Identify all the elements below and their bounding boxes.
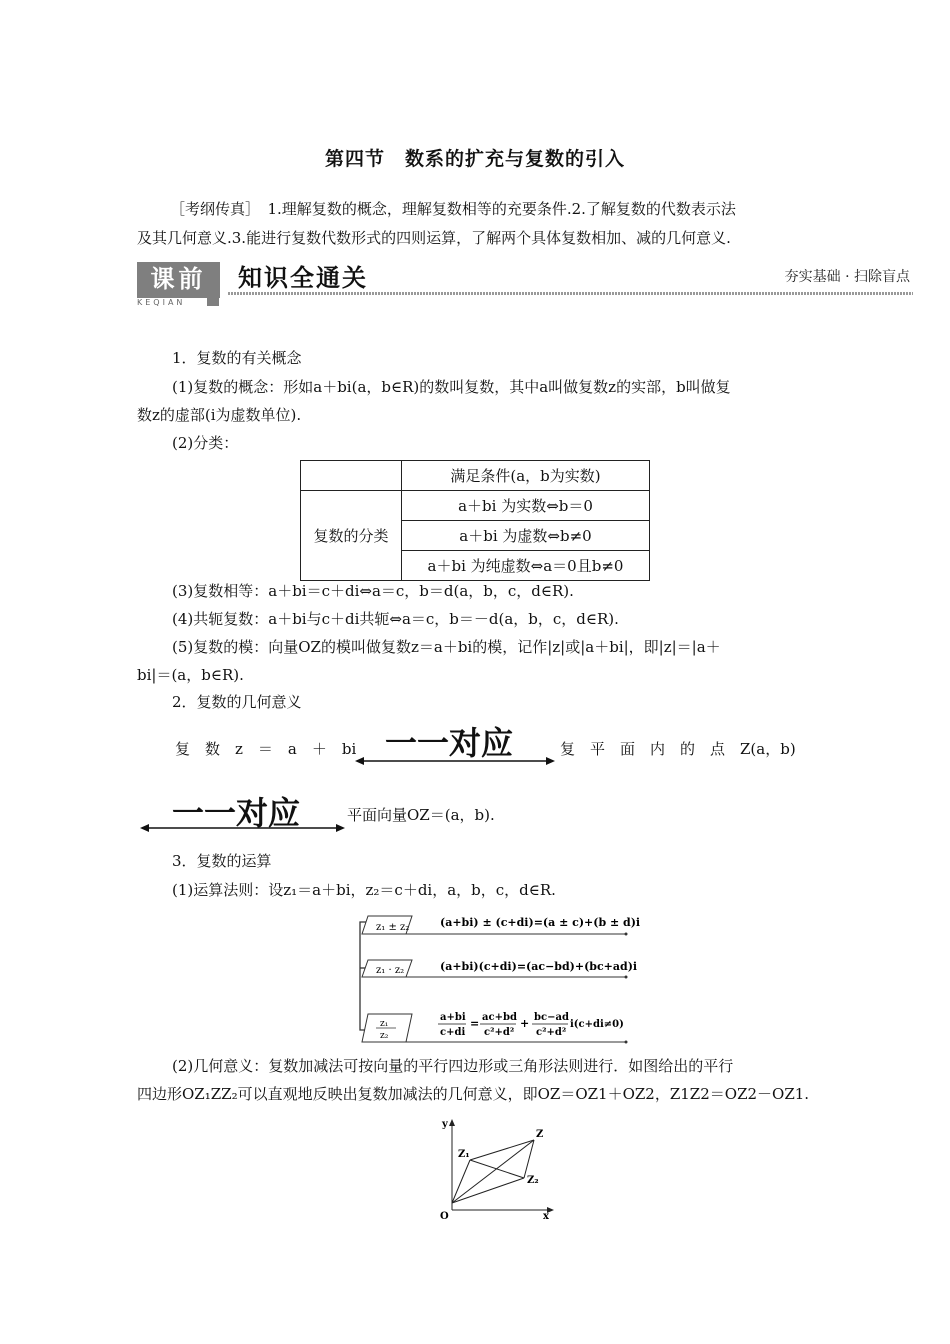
rule-div-tail: i(c+di≠0) — [570, 1019, 624, 1030]
s1-p1-line1: (1)复数的概念：形如a＋bi(a，b∈R)的数叫复数，其中a叫做复数z的实部，b叫做复 — [172, 378, 731, 396]
rule-div-f1-den: c+di — [440, 1027, 466, 1038]
page-title: 第四节 数系的扩充与复数的引入 — [324, 148, 625, 170]
banner-box: 课前 — [137, 262, 220, 298]
arrow-label: 一一对应 — [172, 794, 301, 832]
s2-heading: 2．复数的几何意义 — [172, 693, 302, 711]
table-cell: a＋bi 为纯虚数⇔a＝0且b≠0 — [402, 551, 650, 581]
rule-div-f2-num: ac+bd — [482, 1012, 517, 1023]
axis-x-label: x — [543, 1211, 549, 1220]
s1-heading: 1．复数的有关概念 — [172, 349, 302, 367]
syllabus-line-1: ［考纲传真］ 1.理解复数的概念，理解复数相等的充要条件.2.了解复数的代数表示法 — [170, 200, 736, 218]
rule-div-f1-num: a+bi — [440, 1012, 466, 1023]
rule-div-f3-den: c²+d² — [536, 1027, 567, 1038]
correspondence-arrow-1 — [355, 718, 555, 768]
operation-rules-diagram — [350, 910, 640, 1050]
rule-div-den: z₂ — [380, 1031, 389, 1041]
table-header: 满足条件(a，b为实数) — [402, 461, 650, 491]
banner-title: 知识全通关 — [238, 264, 368, 292]
rule-div-f3-num: bc−ad — [534, 1012, 569, 1023]
point-z2-label: Z₂ — [527, 1175, 539, 1186]
table-corner — [301, 461, 402, 491]
rule-add-formula: (a+bi) ± (c+di)=(a ± c)+(b ± d)i — [440, 916, 640, 929]
rule-div-plus: + — [520, 1017, 530, 1030]
point-z1-label: Z₁ — [458, 1149, 470, 1160]
s2-left: 复 数 z ＝ a ＋ bi — [175, 740, 357, 758]
s3-heading: 3．复数的运算 — [172, 852, 272, 870]
s1-p3: (3)复数相等：a＋bi＝c＋di⇔a＝c，b＝d(a，b，c，d∈R). — [172, 582, 574, 600]
rule-mul-label: z₁ · z₂ — [376, 965, 405, 976]
s1-p5-line1: (5)复数的模：向量OZ的模叫做复数z＝a＋bi的模，记作|z|或|a＋bi|，即|z|＝|a＋ — [172, 638, 721, 656]
banner-slogan: 夯实基础 · 扫除盲点 — [784, 269, 910, 285]
banner-divider — [228, 292, 913, 295]
s2-tail: 平面向量OZ＝(a，b). — [347, 806, 495, 824]
rule-add-label: z₁ ± z₂ — [376, 922, 410, 933]
axis-y-label: y — [442, 1119, 448, 1130]
syllabus-line-2: 及其几何意义.3.能进行复数代数形式的四则运算，了解两个具体复数相加、减的几何意义. — [137, 229, 731, 247]
s1-p2: (2)分类： — [172, 434, 239, 452]
s1-p1-line2: 数z的虚部(i为虚数单位). — [137, 406, 302, 424]
rule-mul-formula: (a+bi)(c+di)=(ac−bd)+(bc+ad)i — [440, 960, 638, 973]
banner-tab — [207, 278, 219, 306]
rule-div-f2-den: c²+d² — [484, 1027, 515, 1038]
s1-p4: (4)共轭复数：a＋bi与c＋di共轭⇔a＝c，b＝－d(a，b，c，d∈R). — [172, 610, 619, 628]
s3-p1: (1)运算法则：设z₁＝a＋bi，z₂＝c＋di，a，b，c，d∈R. — [172, 881, 556, 899]
classification-table — [300, 460, 650, 581]
parallelogram-figure — [430, 1115, 560, 1220]
rule-div-eq: = — [470, 1017, 480, 1030]
origin-label: O — [440, 1211, 449, 1220]
s3-p2-line1: (2)几何意义：复数加减法可按向量的平行四边形或三角形法则进行．如图给出的平行 — [172, 1057, 734, 1075]
table-row-label: 复数的分类 — [301, 491, 402, 581]
double-arrow-icon — [140, 788, 345, 838]
banner-sub: KEQIAN — [137, 298, 186, 307]
table-cell: a＋bi 为虚数⇔b≠0 — [402, 521, 650, 551]
table-cell: a＋bi 为实数⇔b＝0 — [402, 491, 650, 521]
correspondence-arrow-2 — [140, 788, 345, 838]
s2-mid: 复 平 面 内 的 点 Z(a，b) — [560, 740, 796, 758]
rule-div-num: z₁ — [380, 1019, 389, 1029]
s3-p2-line2: 四边形OZ₁ZZ₂可以直观地反映出复数加减法的几何意义，即OZ＝OZ1＋OZ2，Z1Z2＝OZ2－OZ1. — [137, 1085, 810, 1103]
arrow-label: 一一对应 — [385, 724, 514, 762]
s1-p5-line2: bi|＝(a，b∈R). — [137, 666, 244, 684]
point-z-label: Z — [536, 1129, 544, 1140]
double-arrow-icon — [355, 718, 555, 768]
